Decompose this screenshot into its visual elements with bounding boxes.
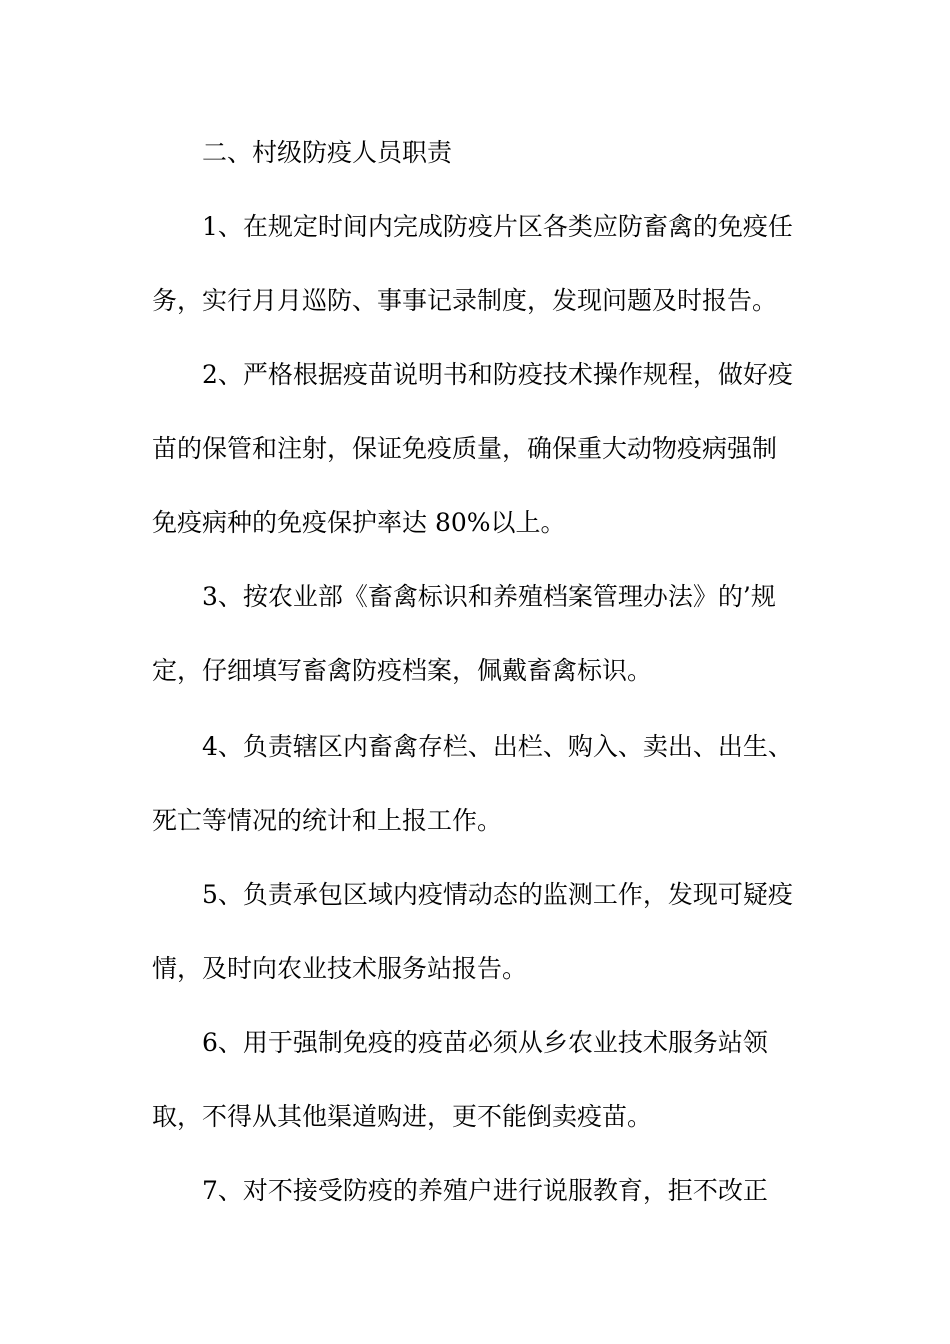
item-5-line-1: 5、负责承包区域内疫情动态的监测工作，发现可疑疫 <box>202 880 793 909</box>
item-3-line-2: 定，仔细填写畜禽防疫档案，佩戴畜禽标识。 <box>152 656 653 685</box>
item-3-line-1: 3、按农业部《畜禽标识和养殖档案管理办法》的’规 <box>202 582 776 611</box>
item-4-line-1: 4、负责辖区内畜禽存栏、出栏、购入、卖出、出生、 <box>202 732 793 761</box>
section-heading: 二、村级防疫人员职责 <box>202 138 453 167</box>
item-5-line-2: 情，及时向农业技术服务站报告。 <box>152 954 528 983</box>
item-4-line-2: 死亡等情况的统计和上报工作。 <box>152 806 503 835</box>
item-1-line-1: 1、在规定时间内完成防疫片区各类应防畜禽的免疫任 <box>202 212 793 241</box>
item-6-line-2: 取，不得从其他渠道购进，更不能倒卖疫苗。 <box>152 1102 653 1131</box>
item-2-line-1: 2、严格根据疫苗说明书和防疫技术操作规程，做好疫 <box>202 360 793 389</box>
item-2-line-3: 免疫病种的免疫保护率达 80%以上。 <box>152 508 566 537</box>
item-6-line-1: 6、用于强制免疫的疫苗必须从乡农业技术服务站领 <box>202 1028 768 1057</box>
item-1-line-2: 务，实行月月巡防、事事记录制度，发现问题及时报告。 <box>152 286 778 315</box>
item-2-line-2: 苗的保管和注射，保证免疫质量，确保重大动物疫病强制 <box>152 434 778 463</box>
item-7-line-1: 7、对不接受防疫的养殖户进行说服教育，拒不改正 <box>202 1176 768 1205</box>
